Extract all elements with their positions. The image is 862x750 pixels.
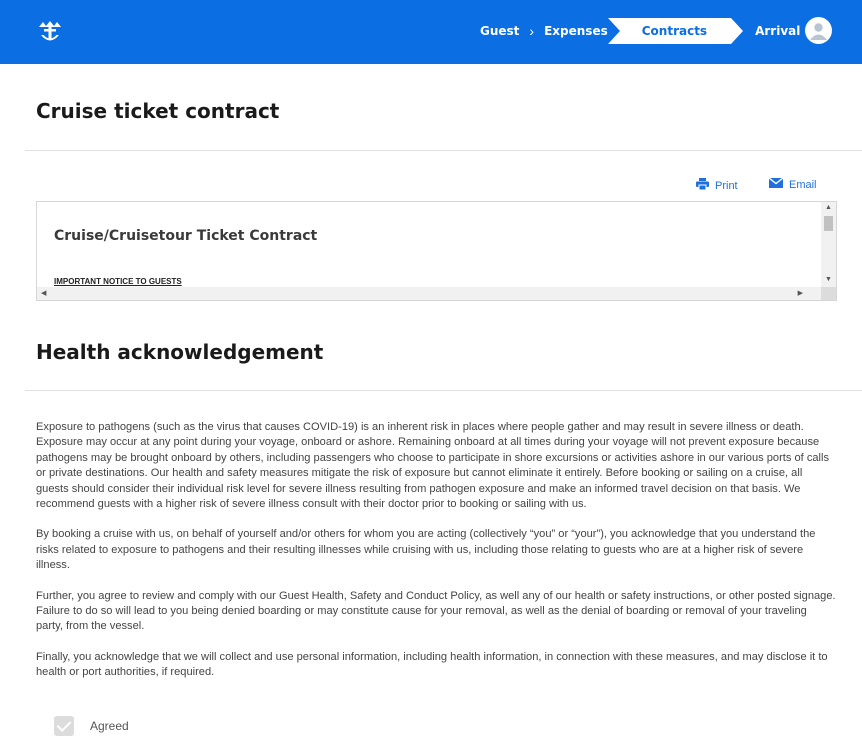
agreed-label: Agreed [90,719,129,733]
agreed-checkbox-row[interactable] [54,716,129,736]
health-paragraph: Finally, you acknowledge that we will collect and use personal information, including health information, in connection with these measures, and may disclose it to health or port authorities, if required. [36,650,828,679]
step-guest[interactable]: Guest [480,24,520,38]
health-paragraph: Exposure to pathogens (such as the virus that causes COVID-19) is an inherent risk in places where people gather and may result in severe illness or death. Exposure may occur at any point during your voyage, onboard or ashore. Remaining onboard at all times during your voyage will not prevent exposure because pathogens may be brought onboard by others, including passengers who choose to participate in shore excursions or activities ashore in our various ports of calls or private destinations. Our health and safety measures mitigate the risk of exposure but cannot eliminate it entirely. Before booking or sailing on a cruise, all guests should consider their individual risk level for severe illness resulting from pathogen exposure and make an informed travel decision on that basis. We recommend guests with a higher risk of severe illness consult with their doctor prior to booking or sailing with us. [36,421,830,511]
scroll-down-icon[interactable]: ▼ [825,276,832,283]
email-button[interactable] [769,178,817,191]
horizontal-scrollbar[interactable] [37,287,823,300]
step-expenses[interactable]: Expenses [544,24,608,38]
health-acknowledgement-text [36,420,836,696]
progress-steps [480,18,800,44]
agreed-checkbox[interactable] [54,716,74,736]
print-label: Print [715,179,738,192]
contract-document-viewer[interactable] [36,201,837,301]
health-section-title: Health acknowledgement [36,340,324,364]
envelope-icon [769,178,783,191]
contract-document-heading: Cruise/Cruisetour Ticket Contract [54,228,318,244]
printer-icon [696,178,709,193]
health-paragraph: Further, you agree to review and comply with our Guest Health, Safety and Conduct Policy, as well any of our health or safety instructions, or other posted signage. Failure to do so will lead to you being denied boarding or may constitute cause for your removal, as well as the denial of boarding or removal of your traveling party, from the vessel. [36,589,836,633]
health-paragraph: By booking a cruise with us, on behalf of yourself and/or others for whom you are acting (collectively “you” or “your”), you acknowledge that you understand the risks related to exposure to pathogens and their resulting illnesses while cruising with us, including those relating to guests who are at a higher risk of severe illness. [36,528,816,572]
user-icon[interactable] [805,17,832,44]
step-arrival[interactable]: Arrival [755,24,801,38]
chevron-right-icon: › [529,23,535,39]
crown-anchor-icon[interactable] [36,18,64,46]
divider [25,150,862,151]
top-navigation-bar [0,0,862,64]
email-label: Email [789,178,817,191]
scrollbar-thumb[interactable] [824,216,833,231]
divider [25,390,862,391]
scrollbar-corner [821,287,836,300]
step-contracts[interactable]: Contracts [620,18,731,44]
scroll-up-icon[interactable]: ▲ [825,204,832,211]
print-button[interactable] [696,178,738,193]
vertical-scrollbar[interactable] [821,202,836,288]
contract-section-title: Cruise ticket contract [36,99,280,123]
contract-document-notice: IMPORTANT NOTICE TO GUESTS [54,277,182,286]
scroll-left-icon[interactable]: ◀ [41,290,47,297]
contract-document-content [37,202,823,288]
scroll-right-icon[interactable]: ▶ [797,290,803,297]
